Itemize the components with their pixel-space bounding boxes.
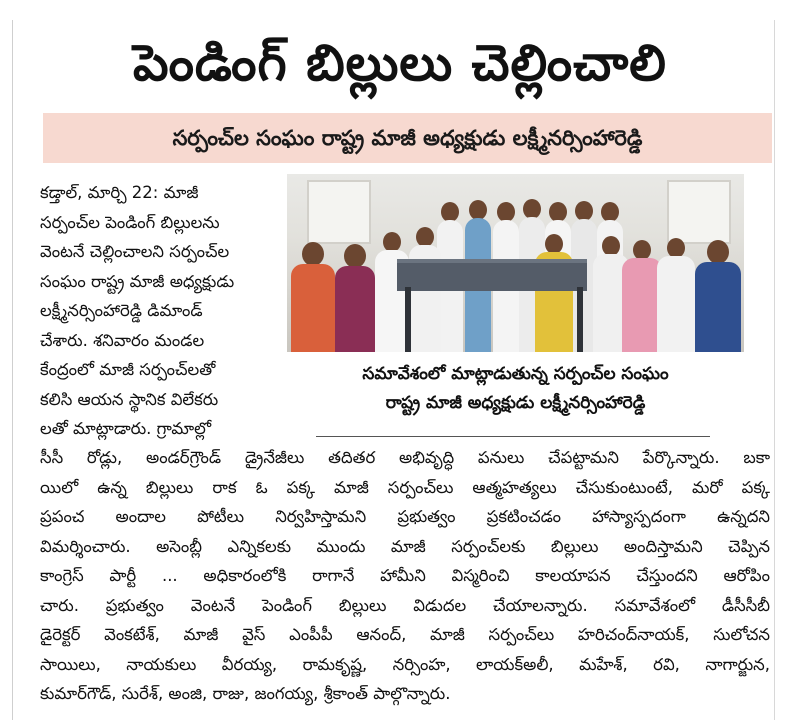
column-line: వెంటనే చెల్లించాలని సర్పంచ్‌ల (40, 242, 230, 261)
caption-rule (316, 436, 710, 437)
photo-caption (287, 360, 744, 418)
column-line: సంఘం రాష్ట్ర మాజీ అధ్యక్షుడు (40, 271, 235, 291)
body-line: విమర్శించారు. అసెంబ్లీ ఎన్నికలకు ముందు మాజీ సర్పంచ్‌లకు బిల్లులు అందిస్తామని చెప్పిన (40, 536, 770, 556)
person-figure (335, 244, 375, 352)
meeting-table (397, 259, 587, 291)
column-line: సర్పంచ్‌ల పెండింగ్ బిల్లులను (40, 212, 220, 232)
column-line: లతో మాట్లాడారు. గ్రామాల్లో (40, 419, 212, 438)
body-line: కుమార్‌గౌడ్, సురేశ్, అంజి, రాజు, జంగయ్య, శ్రీకాంత్ పాల్గొన్నారు. (40, 684, 451, 703)
photo-caption-line: రాష్ట్ర మాజీ అధ్యక్షుడు లక్ష్మీనర్సింహారెడ్డి (385, 393, 646, 413)
body-line: ప్రపంచ అందాల పోటీలు నిర్వహిస్తామని ప్రభుత్వం ప్రకటించడం హాస్యాస్పదంగా ఉన్నదని (40, 507, 770, 526)
table-leg (405, 287, 411, 352)
article-body-text (40, 443, 770, 709)
column-line: చేశారు. శనివారం మండల (40, 330, 205, 350)
column-line: కేంద్రంలో మాజీ సర్పంచ్‌లతో (40, 360, 216, 379)
body-line: కాంగ్రెస్ పార్టీ ... అధికారంలోకి రాగానే హామీని విస్మరించి కాలయాపన చేస్తుందని ఆరోపిం (40, 566, 770, 585)
person-figure (657, 238, 695, 352)
wall-window (307, 180, 371, 244)
body-line: డైరెక్టర్ వెంకటేశ్, మాజీ వైస్ ఎంపీపీ ఆనంద్, మాజీ సర్పంచ్‌లు హరిచంద్‌నాయక్, సులోచన (40, 625, 770, 644)
person-figure (695, 240, 741, 352)
person-figure (535, 234, 573, 352)
article-subheadline: సర్పంచ్‌ల సంఘం రాష్ట్ర మాజీ అధ్యక్షుడు లక్ష్మీనర్సింహారెడ్డి (172, 126, 643, 150)
person-figure (291, 242, 335, 352)
body-line: యిలో ఉన్న బిల్లులు రాక ఓ పక్క మాజీ సర్పంచ్‌లు ఆత్మహత్యలు చేసుకుంటుంటే, మరో పక్క (40, 477, 770, 497)
wall-window (667, 180, 731, 244)
article-headline: పెండింగ్ బిల్లులు చెల్లించాలి (133, 34, 667, 92)
column-line: కలిసి ఆయన స్థానిక విలేకరు (40, 389, 219, 409)
meeting-photo (287, 174, 744, 352)
body-line: చారు. ప్రభుత్వం వెంటనే పెండింగ్ బిల్లులు విడుదల చేయాలన్నారు. సమావేశంలో డీసీసీబీ (40, 595, 770, 615)
person-figure (375, 232, 409, 352)
photo-caption-line: సమావేశంలో మాట్లాడుతున్న సర్పంచ్‌ల సంఘం (362, 364, 669, 384)
person-figure (622, 240, 662, 352)
left-column-rule (12, 20, 13, 720)
column-line: లక్ష్మీనర్సింహారెడ్డి డిమాండ్ (40, 301, 203, 320)
table-leg (577, 287, 583, 352)
right-column-rule (774, 20, 775, 720)
body-line: సీసీ రోడ్లు, అండర్‌గ్రౌండ్ డ్రైనేజీలు తదితర అభివృద్ధి పనులు చేపట్టామని పేర్కొన్నారు. బకా (40, 448, 770, 467)
article-column-text (40, 178, 278, 444)
subheadline-band (43, 113, 772, 163)
body-line: సాయిలు, నాయకులు వీరయ్య, రామకృష్ణ, నర్సింహ, లాయక్‌అలీ, మహేశ్, రవి, నాగార్జున, (40, 654, 770, 674)
column-line: కడ్తాల్, మార్చి 22: మాజీ (40, 183, 199, 202)
